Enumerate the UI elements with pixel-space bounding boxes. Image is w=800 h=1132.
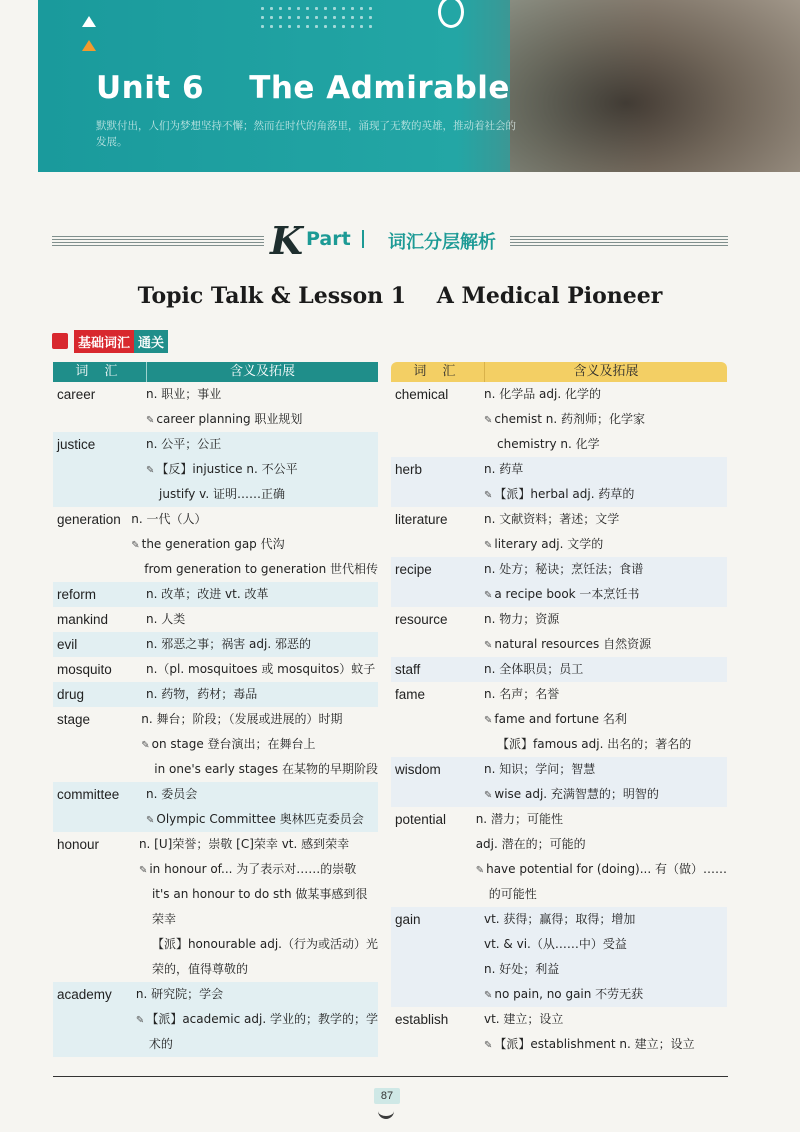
definition-line: [484, 382, 727, 407]
vocab-row: [391, 757, 727, 807]
definition-line: [139, 857, 378, 882]
vocab-word: committee: [57, 787, 120, 802]
definition-line: [146, 657, 378, 682]
vocab-row: [53, 382, 378, 432]
vocab-definition: [484, 607, 727, 657]
definition-line: [484, 782, 727, 807]
definition-line: [141, 732, 378, 757]
ring-decoration: [438, 0, 464, 28]
vocab-row: [391, 907, 727, 1007]
definition-text: 【派】academic adj. 学业的；教学的；学: [146, 1012, 378, 1026]
vocab-word: reform: [57, 587, 97, 602]
definition-text: in one's early stages 在某物的早期阶段: [154, 762, 378, 776]
definition-text: 【派】herbal adj. 药草的: [494, 487, 635, 501]
definition-text: n. 药草: [484, 462, 524, 476]
vocab-table-left: [53, 362, 378, 1057]
definition-line: [484, 732, 727, 757]
vocab-definition: [141, 707, 378, 782]
definition-text: n. 潜力；可能性: [475, 812, 563, 826]
vocab-definition: [484, 507, 727, 557]
definition-line: [484, 657, 727, 682]
definition-text: n. 好处；利益: [484, 962, 560, 976]
part-separator: [362, 230, 364, 248]
definition-line: [146, 407, 378, 432]
definition-text: in honour of... 为了表示对……的崇敬: [149, 862, 357, 876]
definition-text: the generation gap 代沟: [141, 537, 285, 551]
part-header: [52, 218, 728, 263]
vocab-word: career: [57, 387, 96, 402]
dot-pattern: [258, 4, 378, 28]
pencil-icon: ✎: [131, 540, 140, 551]
definition-text: n. [U]荣誉；崇敬 [C]荣幸 vt. 感到荣幸: [138, 837, 350, 851]
vocab-row: [53, 607, 378, 632]
vocab-definition: [139, 832, 378, 982]
definition-text: chemist n. 药剂师；化学家: [494, 412, 646, 426]
definition-line: [484, 957, 727, 982]
vocab-word: literature: [395, 512, 448, 527]
part-letter: K: [270, 218, 304, 263]
header-word: 词 汇: [391, 362, 485, 382]
definition-text: n. 改革；改进 vt. 改革: [146, 587, 269, 601]
definition-line: [484, 507, 727, 532]
definition-line: [136, 982, 378, 1007]
divider-left: [52, 234, 264, 246]
vocab-word: stage: [57, 712, 91, 727]
definition-text: vt. & vi.（从……中）受益: [484, 937, 627, 951]
vocab-definition: [146, 632, 378, 657]
definition-line: [139, 932, 378, 957]
vocab-row: [391, 1007, 727, 1057]
vocab-word: fame: [395, 687, 426, 702]
pencil-icon: ✎: [484, 990, 493, 1001]
definition-text: on stage 登台演出；在舞台上: [151, 737, 316, 751]
definition-text: vt. 建立；设立: [484, 1012, 564, 1026]
definition-line: [139, 832, 378, 857]
definition-line: [476, 807, 727, 832]
book-icon: [52, 333, 68, 349]
vocab-row: [391, 507, 727, 557]
divider-right: [510, 234, 728, 246]
definition-text: n. 知识；学问；智慧: [484, 762, 596, 776]
definition-line: [484, 707, 727, 732]
definition-text: n. 人类: [146, 612, 186, 626]
bottom-divider: [53, 1076, 728, 1077]
vocab-row: [53, 982, 378, 1057]
part-word: Part: [306, 228, 351, 250]
definition-text: n. 邪恶之事；祸害 adj. 邪恶的: [146, 637, 311, 651]
vocab-row: [391, 457, 727, 507]
definition-text: n. 处方；秘诀；烹饪法；食谱: [484, 562, 644, 576]
definition-text: n. 职业；事业: [146, 387, 222, 401]
bird-icon: [378, 1106, 394, 1119]
vocab-row: [53, 682, 378, 707]
vocab-word: mosquito: [57, 662, 112, 677]
vocab-row: [391, 657, 727, 682]
definition-line: [484, 907, 727, 932]
pencil-icon: ✎: [484, 490, 493, 501]
header-meaning: 含义及拓展: [573, 364, 639, 379]
definition-line: [484, 482, 727, 507]
unit-banner: [38, 0, 800, 172]
definition-line: [476, 857, 727, 882]
definition-text: have potential for (doing)... 有（做）……: [486, 862, 727, 876]
vocab-word: evil: [57, 637, 78, 652]
definition-line: [484, 607, 727, 632]
vocab-definition: [484, 382, 727, 457]
vocab-word: honour: [57, 837, 100, 852]
vocab-definition: [146, 657, 378, 682]
pencil-icon: ✎: [484, 790, 493, 801]
vocab-row: [391, 807, 727, 907]
pencil-icon: ✎: [141, 740, 150, 751]
page-number: 87: [374, 1088, 400, 1104]
definition-text: n.（pl. mosquitoes 或 mosquitos）蚊子: [146, 662, 376, 676]
definition-text: n. 文献资料；著述；文学: [484, 512, 620, 526]
vocab-row: [53, 432, 378, 507]
vocab-word: recipe: [395, 562, 432, 577]
vocab-row: [53, 657, 378, 682]
vocab-definition: [484, 1007, 727, 1057]
vocab-definition: [146, 782, 378, 832]
banner-subtitle: 默默付出，人们为梦想坚持不懈；然而在时代的角落里，涌现了无数的英雄，推动着社会的发展。: [96, 120, 516, 148]
definition-line: [146, 482, 378, 507]
definition-text: 【派】famous adj. 出名的；著名的: [497, 737, 692, 751]
definition-text: n. 全体职员；员工: [484, 662, 584, 676]
definition-text: 【派】honourable adj.（行为或活动）光: [151, 937, 378, 951]
vocab-definition: [484, 907, 727, 1007]
vocab-definition: [476, 807, 727, 907]
pencil-icon: ✎: [484, 1040, 493, 1051]
table-header: [53, 362, 378, 382]
vocab-definition: [146, 607, 378, 632]
vocab-definition: [484, 757, 727, 807]
pencil-icon: ✎: [475, 865, 485, 876]
definition-text: it's an honour to do sth 做某事感到很: [151, 887, 368, 901]
definition-line: [476, 832, 727, 857]
definition-text: adj. 潜在的；可能的: [475, 837, 586, 851]
vocab-word: resource: [395, 612, 448, 627]
header-meaning: 含义及拓展: [229, 364, 295, 379]
definition-text: chemistry n. 化学: [497, 437, 600, 451]
definition-text: n. 研究院；学会: [135, 987, 224, 1001]
vocab-row: [53, 507, 378, 582]
definition-text: n. 药物，药材；毒品: [146, 687, 258, 701]
vocab-word: justice: [57, 437, 96, 452]
definition-line: [484, 1032, 727, 1057]
definition-text: vt. 获得；赢得；取得；增加: [484, 912, 636, 926]
definition-line: [146, 382, 378, 407]
vocab-row: [391, 382, 727, 457]
pencil-icon: ✎: [484, 540, 493, 551]
definition-text: career planning 职业规划: [156, 412, 303, 426]
vocab-word: mankind: [57, 612, 109, 627]
definition-line: [136, 1032, 378, 1057]
definition-line: [131, 532, 378, 557]
pencil-icon: ✎: [146, 415, 155, 426]
definition-line: [139, 882, 378, 907]
definition-line: [484, 407, 727, 432]
pencil-icon: ✎: [484, 415, 493, 426]
definition-text: 术的: [148, 1037, 173, 1051]
definition-line: [146, 632, 378, 657]
pencil-icon: ✎: [484, 640, 493, 651]
definition-line: [484, 682, 727, 707]
definition-line: [139, 957, 378, 982]
vocab-definition: [146, 432, 378, 507]
vocab-word: herb: [395, 462, 423, 477]
pencil-icon: ✎: [135, 1015, 145, 1026]
vocab-row: [391, 557, 727, 607]
definition-line: [484, 632, 727, 657]
vocab-definition: [484, 557, 727, 607]
vocab-word: chemical: [395, 387, 449, 402]
definition-text: n. 委员会: [146, 787, 198, 801]
definition-line: [146, 457, 378, 482]
definition-text: no pain, no gain 不劳无获: [494, 987, 644, 1001]
definition-text: 荣幸: [151, 912, 176, 926]
vocab-row: [391, 607, 727, 657]
definition-line: [131, 557, 378, 582]
vocab-row: [53, 782, 378, 832]
vocab-row: [53, 707, 378, 782]
definition-text: n. 一代（人）: [131, 512, 207, 526]
vocab-row: [53, 632, 378, 657]
vocab-word: generation: [57, 512, 121, 527]
definition-line: [484, 982, 727, 1007]
vocab-word: wisdom: [395, 762, 441, 777]
definition-line: [141, 757, 378, 782]
definition-line: [131, 507, 378, 532]
definition-line: [484, 457, 727, 482]
vocab-definition: [146, 582, 378, 607]
definition-line: [139, 907, 378, 932]
definition-text: a recipe book 一本烹饪书: [494, 587, 640, 601]
definition-text: from generation to generation 世代相传: [144, 562, 378, 576]
definition-text: n. 物力；资源: [484, 612, 560, 626]
definition-text: 的可能性: [488, 887, 537, 901]
unit-title: Unit 6 The Admirable: [96, 70, 510, 106]
pencil-icon: ✎: [146, 815, 155, 826]
section-label-tag: 通关: [134, 330, 168, 353]
vocab-definition: [131, 507, 378, 582]
vocab-definition: [136, 982, 378, 1057]
table-header: [391, 362, 727, 382]
definition-text: n. 舞台；阶段；（发展或进展的）时期: [141, 712, 343, 726]
pencil-icon: ✎: [146, 465, 155, 476]
definition-line: [484, 532, 727, 557]
definition-line: [146, 682, 378, 707]
definition-line: [136, 1007, 378, 1032]
vocab-definition: [484, 457, 727, 507]
vocab-row: [391, 682, 727, 757]
vocab-word: establish: [395, 1012, 449, 1027]
part-title: 词汇分层解析: [388, 232, 496, 253]
banner-photo: [510, 0, 800, 172]
vocab-definition: [484, 657, 727, 682]
definition-text: justify v. 证明……正确: [159, 487, 285, 501]
definition-text: fame and fortune 名利: [494, 712, 627, 726]
definition-line: [484, 1007, 727, 1032]
definition-line: [146, 607, 378, 632]
definition-text: 【派】establishment n. 建立；设立: [494, 1037, 695, 1051]
definition-line: [484, 757, 727, 782]
lesson-title: Topic Talk & Lesson 1 A Medical Pioneer: [137, 283, 663, 309]
pencil-icon: ✎: [484, 715, 493, 726]
definition-line: [484, 932, 727, 957]
pencil-icon: ✎: [138, 865, 148, 876]
vocab-definition: [146, 382, 378, 432]
triangle-white-icon: [82, 16, 96, 27]
section-label: 基础词汇: [74, 330, 134, 353]
definition-line: [146, 782, 378, 807]
definition-text: n. 名声；名誉: [484, 687, 560, 701]
definition-line: [146, 807, 378, 832]
vocab-word: gain: [395, 912, 421, 927]
definition-line: [141, 707, 378, 732]
vocab-definition: [484, 682, 727, 757]
definition-text: Olympic Committee 奥林匹克委员会: [156, 812, 364, 826]
definition-line: [484, 582, 727, 607]
definition-line: [484, 557, 727, 582]
vocab-word: drug: [57, 687, 85, 702]
definition-line: [146, 582, 378, 607]
definition-line: [476, 882, 727, 907]
vocab-row: [53, 582, 378, 607]
definition-text: 荣的，值得尊敬的: [151, 962, 248, 976]
vocab-row: [53, 832, 378, 982]
definition-text: literary adj. 文学的: [494, 537, 604, 551]
definition-text: n. 公平；公正: [146, 437, 222, 451]
vocab-word: staff: [395, 662, 421, 677]
definition-text: n. 化学品 adj. 化学的: [484, 387, 601, 401]
vocab-word: academy: [57, 987, 112, 1002]
vocab-word: potential: [395, 812, 447, 827]
definition-line: [146, 432, 378, 457]
definition-text: wise adj. 充满智慧的；明智的: [494, 787, 659, 801]
definition-text: 【反】injustice n. 不公平: [156, 462, 298, 476]
definition-line: [484, 432, 727, 457]
vocab-table-right: [391, 362, 727, 1057]
header-word: 词 汇: [53, 362, 147, 382]
pencil-icon: ✎: [484, 590, 493, 601]
definition-text: natural resources 自然资源: [494, 637, 652, 651]
vocab-definition: [146, 682, 378, 707]
triangle-orange-icon: [82, 40, 96, 51]
section-badge: [52, 331, 168, 351]
